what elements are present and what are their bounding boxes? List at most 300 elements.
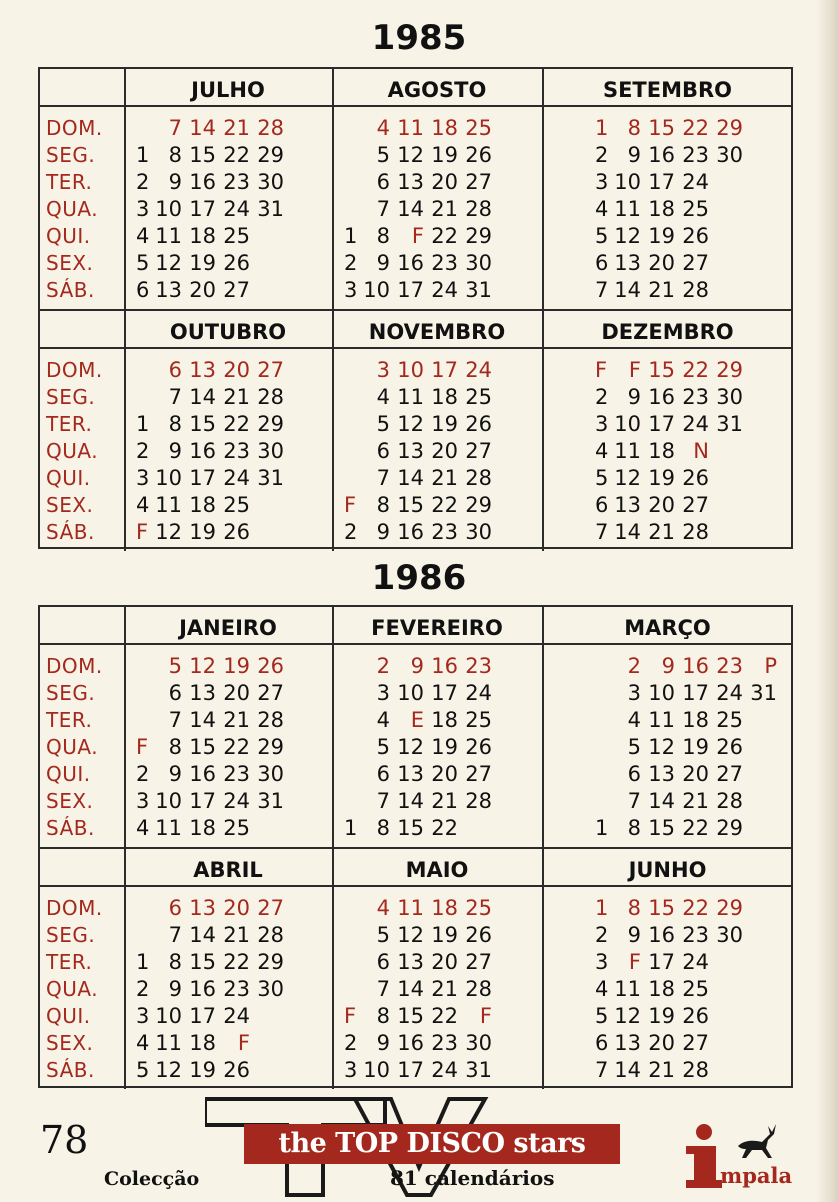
day-cell: 7 <box>376 789 390 813</box>
week-row <box>595 142 747 169</box>
month-name: MARÇO <box>624 616 711 640</box>
day-cell: 22 <box>431 816 458 840</box>
day-cell: 14 <box>614 520 641 544</box>
day-cell: 9 <box>410 654 424 678</box>
day-cell: 18 <box>189 493 216 517</box>
day-cell: 15 <box>189 735 216 759</box>
day-cell: 13 <box>189 358 216 382</box>
day-cell: 12 <box>397 735 424 759</box>
day-cell: 9 <box>376 251 390 275</box>
day-cell: 27 <box>465 439 492 463</box>
day-cell: 4 <box>627 708 641 732</box>
day-cell: 1 <box>595 116 609 140</box>
day-cell: 23 <box>223 170 250 194</box>
week-row <box>344 949 496 976</box>
calendar-1985 <box>38 67 793 549</box>
day-cell: 26 <box>465 923 492 947</box>
day-cell: 4 <box>376 385 390 409</box>
day-cell: 3 <box>595 412 609 436</box>
day-cell: 31 <box>257 789 284 813</box>
day-cell: 19 <box>189 1058 216 1082</box>
week-row <box>136 680 288 707</box>
weekday-label: SEX. <box>46 1031 94 1055</box>
week-row <box>595 169 747 196</box>
month-days <box>595 895 747 1084</box>
day-cell: 24 <box>682 950 709 974</box>
day-cell: 24 <box>223 466 250 490</box>
day-cell: 20 <box>648 493 675 517</box>
day-cell: 6 <box>376 762 390 786</box>
day-cell: 23 <box>223 439 250 463</box>
day-cell: 21 <box>223 116 250 140</box>
month-name: JULHO <box>191 78 265 102</box>
day-cell: 17 <box>431 681 458 705</box>
week-row <box>595 438 747 465</box>
weekday-label: SEX. <box>46 251 94 275</box>
day-cell: 27 <box>682 1031 709 1055</box>
column-divider <box>124 607 126 847</box>
month-name: FEVEREIRO <box>371 616 503 640</box>
day-cell: 25 <box>223 224 250 248</box>
column-divider <box>332 311 334 551</box>
weekday-label: SEG. <box>46 143 96 167</box>
day-cell: 10 <box>363 1058 390 1082</box>
day-cell: 7 <box>168 923 182 947</box>
day-cell: 31 <box>465 278 492 302</box>
day-cell: 1 <box>344 224 358 248</box>
card-edge <box>816 0 838 1202</box>
day-cell: 12 <box>155 1058 182 1082</box>
day-cell: 14 <box>397 197 424 221</box>
week-row <box>595 277 747 304</box>
day-cell: 30 <box>257 977 284 1001</box>
week-row <box>344 277 496 304</box>
day-cell: 15 <box>648 358 675 382</box>
day-cell: 21 <box>223 923 250 947</box>
day-cell: 11 <box>397 385 424 409</box>
day-cell: 3 <box>344 1058 358 1082</box>
day-cell: 16 <box>648 143 675 167</box>
day-cell: 8 <box>376 816 390 840</box>
day-cell: 16 <box>189 762 216 786</box>
year-title-1985: 1985 <box>371 18 467 58</box>
week-row <box>344 815 496 842</box>
week-row <box>595 707 781 734</box>
calendar-half <box>40 607 791 847</box>
day-cell: 19 <box>431 412 458 436</box>
day-cell: 15 <box>397 816 424 840</box>
day-cell: 27 <box>682 251 709 275</box>
month-days <box>136 357 288 546</box>
day-cell: F <box>136 520 149 544</box>
calendars-count: 81 calendários <box>390 1166 555 1190</box>
day-cell: 19 <box>431 143 458 167</box>
day-cell: 16 <box>189 439 216 463</box>
day-cell: 7 <box>168 116 182 140</box>
day-cell: F <box>479 1004 492 1028</box>
day-cell: 27 <box>257 358 284 382</box>
day-cell: 15 <box>648 816 675 840</box>
day-cell: 26 <box>682 466 709 490</box>
day-cell: 27 <box>465 762 492 786</box>
week-row <box>136 223 288 250</box>
day-cell: 16 <box>189 977 216 1001</box>
weekday-label: SEG. <box>46 385 96 409</box>
day-cell: 19 <box>223 654 250 678</box>
day-cell: 16 <box>397 520 424 544</box>
day-cell: 10 <box>363 278 390 302</box>
week-row <box>136 922 288 949</box>
day-cell: 21 <box>431 977 458 1001</box>
week-row <box>136 1003 288 1030</box>
day-cell: 5 <box>595 1004 609 1028</box>
day-cell: 27 <box>465 170 492 194</box>
day-cell: 10 <box>155 197 182 221</box>
day-cell: 7 <box>168 708 182 732</box>
day-cell: 28 <box>257 923 284 947</box>
day-cell: 9 <box>168 762 182 786</box>
week-row <box>344 922 496 949</box>
day-cell: 6 <box>168 896 182 920</box>
day-cell: 7 <box>627 789 641 813</box>
day-cell: 29 <box>465 493 492 517</box>
week-row <box>595 922 747 949</box>
day-cell: 5 <box>595 466 609 490</box>
impala-deer-icon <box>732 1122 780 1162</box>
day-cell: 4 <box>595 197 609 221</box>
day-cell: 13 <box>397 439 424 463</box>
day-cell: 21 <box>431 197 458 221</box>
day-cell: 5 <box>136 1058 150 1082</box>
day-cell: 8 <box>168 143 182 167</box>
day-cell: 21 <box>431 466 458 490</box>
day-cell: 14 <box>397 789 424 813</box>
day-cell: 20 <box>189 278 216 302</box>
week-row <box>344 115 496 142</box>
week-row <box>595 357 747 384</box>
day-cell: 14 <box>614 1058 641 1082</box>
day-cell: 7 <box>595 520 609 544</box>
day-cell: 19 <box>648 466 675 490</box>
day-cell: 22 <box>682 358 709 382</box>
day-cell: 25 <box>682 197 709 221</box>
day-cell: 1 <box>136 412 150 436</box>
day-cell: 14 <box>397 466 424 490</box>
day-cell: 7 <box>595 1058 609 1082</box>
day-cell: 14 <box>189 708 216 732</box>
month-days <box>136 895 288 1084</box>
day-cell: 24 <box>682 170 709 194</box>
day-cell: 26 <box>465 412 492 436</box>
day-cell: 10 <box>614 412 641 436</box>
day-cell: 27 <box>465 950 492 974</box>
day-cell: 23 <box>682 385 709 409</box>
day-cell: 31 <box>257 197 284 221</box>
month-name: ABRIL <box>193 858 263 882</box>
day-cell: 17 <box>189 1004 216 1028</box>
day-cell: 8 <box>376 493 390 517</box>
day-cell: 2 <box>627 654 641 678</box>
day-cell: 13 <box>614 1031 641 1055</box>
day-cell: 18 <box>648 197 675 221</box>
day-cell: 29 <box>716 358 743 382</box>
day-cell: 22 <box>431 493 458 517</box>
week-row <box>136 492 288 519</box>
day-cell: 26 <box>223 251 250 275</box>
month-name: NOVEMBRO <box>368 320 506 344</box>
day-cell: 28 <box>716 789 743 813</box>
day-cell: 3 <box>136 466 150 490</box>
day-cell: 29 <box>716 896 743 920</box>
week-row <box>136 169 288 196</box>
week-row <box>136 788 288 815</box>
day-cell: 8 <box>168 735 182 759</box>
week-row <box>344 196 496 223</box>
day-cell: 2 <box>595 385 609 409</box>
day-cell: 30 <box>257 439 284 463</box>
day-cell: 8 <box>168 950 182 974</box>
day-cell: 29 <box>257 143 284 167</box>
day-cell: 19 <box>431 923 458 947</box>
day-cell: 15 <box>189 143 216 167</box>
day-cell: F <box>344 1004 357 1028</box>
week-row <box>344 519 496 546</box>
day-cell: 3 <box>376 358 390 382</box>
day-cell: 19 <box>648 1004 675 1028</box>
week-row <box>595 465 747 492</box>
day-cell: 23 <box>223 762 250 786</box>
day-cell: 2 <box>595 143 609 167</box>
day-cell: 15 <box>397 1004 424 1028</box>
day-cell: F <box>237 1031 250 1055</box>
day-cell: 2 <box>344 520 358 544</box>
day-cell: 30 <box>257 170 284 194</box>
day-cell: 9 <box>627 923 641 947</box>
day-cell: 21 <box>648 1058 675 1082</box>
column-divider <box>332 849 334 1089</box>
week-row <box>595 1003 747 1030</box>
weekday-label: SÁB. <box>46 278 95 302</box>
day-cell: 2 <box>136 170 150 194</box>
month-name: MAIO <box>405 858 469 882</box>
month-days <box>344 895 496 1084</box>
day-cell: 23 <box>682 143 709 167</box>
day-cell: 12 <box>614 1004 641 1028</box>
collection-label: Colecção <box>104 1168 200 1190</box>
week-row <box>595 223 747 250</box>
day-cell: 29 <box>257 735 284 759</box>
weekday-label: DOM. <box>46 116 103 140</box>
day-cell: 28 <box>257 708 284 732</box>
week-row <box>595 949 747 976</box>
day-cell: 13 <box>189 896 216 920</box>
day-cell: 20 <box>223 358 250 382</box>
week-row <box>344 734 496 761</box>
day-cell: 13 <box>397 170 424 194</box>
day-cell: 4 <box>376 116 390 140</box>
day-cell: 10 <box>648 681 675 705</box>
day-cell: 2 <box>136 762 150 786</box>
day-cell: 1 <box>344 816 358 840</box>
day-cell: 11 <box>397 896 424 920</box>
day-cell: 24 <box>682 412 709 436</box>
week-row <box>344 465 496 492</box>
year-title-1986: 1986 <box>371 558 467 598</box>
day-cell: 18 <box>431 896 458 920</box>
day-cell: 20 <box>223 896 250 920</box>
month-days <box>136 115 288 304</box>
day-cell: 26 <box>257 654 284 678</box>
day-cell: 20 <box>682 762 709 786</box>
day-cell: 11 <box>614 439 641 463</box>
week-row <box>136 196 288 223</box>
day-cell: 12 <box>155 251 182 275</box>
day-cell: 22 <box>223 950 250 974</box>
week-row <box>344 169 496 196</box>
day-cell: 25 <box>465 116 492 140</box>
day-cell: 4 <box>376 896 390 920</box>
day-cell: 18 <box>648 439 675 463</box>
day-cell: 22 <box>223 412 250 436</box>
day-cell: 17 <box>397 1058 424 1082</box>
day-cell: 9 <box>661 654 675 678</box>
week-row <box>344 707 496 734</box>
day-cell: 13 <box>614 493 641 517</box>
day-cell: 9 <box>376 520 390 544</box>
day-cell: 5 <box>376 735 390 759</box>
weekday-label: QUA. <box>46 439 99 463</box>
week-row <box>136 142 288 169</box>
day-cell: 25 <box>223 816 250 840</box>
column-divider <box>124 311 126 551</box>
day-cell: 16 <box>682 654 709 678</box>
week-row <box>344 492 496 519</box>
weekday-label: SÁB. <box>46 816 95 840</box>
week-row <box>344 680 496 707</box>
day-cell: 21 <box>223 385 250 409</box>
day-cell: 22 <box>223 735 250 759</box>
day-cell: 6 <box>376 950 390 974</box>
day-cell: 24 <box>223 197 250 221</box>
week-row <box>344 438 496 465</box>
week-row <box>595 895 747 922</box>
day-cell: 13 <box>397 762 424 786</box>
day-cell: 4 <box>136 816 150 840</box>
day-cell: 30 <box>716 923 743 947</box>
week-row <box>136 1030 288 1057</box>
day-cell: 2 <box>344 1031 358 1055</box>
week-row <box>595 653 781 680</box>
day-cell: 12 <box>614 466 641 490</box>
day-cell: 6 <box>627 762 641 786</box>
day-cell: 20 <box>431 762 458 786</box>
day-cell: 18 <box>648 977 675 1001</box>
month-days <box>595 357 747 546</box>
day-cell: 24 <box>431 278 458 302</box>
day-cell: 19 <box>431 735 458 759</box>
week-row <box>344 976 496 1003</box>
day-cell: 11 <box>155 224 182 248</box>
day-cell: 8 <box>376 224 390 248</box>
day-cell: 28 <box>257 385 284 409</box>
day-cell: 26 <box>682 224 709 248</box>
week-row <box>595 411 747 438</box>
week-row <box>344 1057 496 1084</box>
day-cell: 15 <box>648 896 675 920</box>
calendar-half <box>40 309 791 551</box>
weekday-label: QUA. <box>46 977 99 1001</box>
day-cell: 6 <box>376 439 390 463</box>
day-cell: 9 <box>627 385 641 409</box>
day-cell: 30 <box>465 1031 492 1055</box>
day-cell: 1 <box>136 950 150 974</box>
day-cell: 10 <box>397 681 424 705</box>
day-cell: 23 <box>431 520 458 544</box>
day-cell: 12 <box>648 735 675 759</box>
day-cell: 6 <box>136 278 150 302</box>
day-cell: 31 <box>465 1058 492 1082</box>
week-row <box>595 680 781 707</box>
day-cell: 22 <box>682 896 709 920</box>
day-cell: 6 <box>595 251 609 275</box>
day-cell: 9 <box>168 439 182 463</box>
day-cell: 18 <box>431 708 458 732</box>
day-cell: 28 <box>257 116 284 140</box>
day-cell: 13 <box>189 681 216 705</box>
day-cell: 8 <box>627 116 641 140</box>
week-row <box>595 976 747 1003</box>
day-cell: 14 <box>189 116 216 140</box>
weekday-label: DOM. <box>46 654 103 678</box>
day-cell: 28 <box>682 1058 709 1082</box>
day-cell: 8 <box>376 1004 390 1028</box>
day-cell: 2 <box>376 654 390 678</box>
week-row <box>136 761 288 788</box>
weekday-label: TER. <box>46 412 93 436</box>
day-cell: 15 <box>648 116 675 140</box>
weekday-label: QUI. <box>46 762 91 786</box>
calendar-half <box>40 847 791 1089</box>
day-cell: 16 <box>648 923 675 947</box>
week-row <box>595 815 781 842</box>
day-cell: 2 <box>136 977 150 1001</box>
day-cell: 21 <box>648 520 675 544</box>
week-row <box>595 384 747 411</box>
week-row <box>595 788 781 815</box>
day-cell: 24 <box>716 681 743 705</box>
day-cell: 12 <box>397 923 424 947</box>
day-cell: 19 <box>189 251 216 275</box>
weekday-label: QUI. <box>46 224 91 248</box>
day-cell: 3 <box>595 950 609 974</box>
day-cell: 14 <box>189 385 216 409</box>
day-cell: 12 <box>189 654 216 678</box>
column-divider <box>124 69 126 309</box>
day-cell: 10 <box>155 466 182 490</box>
calendar-half <box>40 69 791 309</box>
day-cell: 23 <box>223 977 250 1001</box>
day-cell: 29 <box>465 224 492 248</box>
day-cell: 17 <box>682 681 709 705</box>
day-cell: 28 <box>465 197 492 221</box>
day-cell: 26 <box>682 1004 709 1028</box>
disco-stars-banner: the TOP DISCO stars <box>244 1124 620 1164</box>
day-cell: 3 <box>136 789 150 813</box>
day-cell: 26 <box>716 735 743 759</box>
month-name: JANEIRO <box>179 616 277 640</box>
day-cell: 21 <box>223 708 250 732</box>
month-days <box>595 115 747 304</box>
